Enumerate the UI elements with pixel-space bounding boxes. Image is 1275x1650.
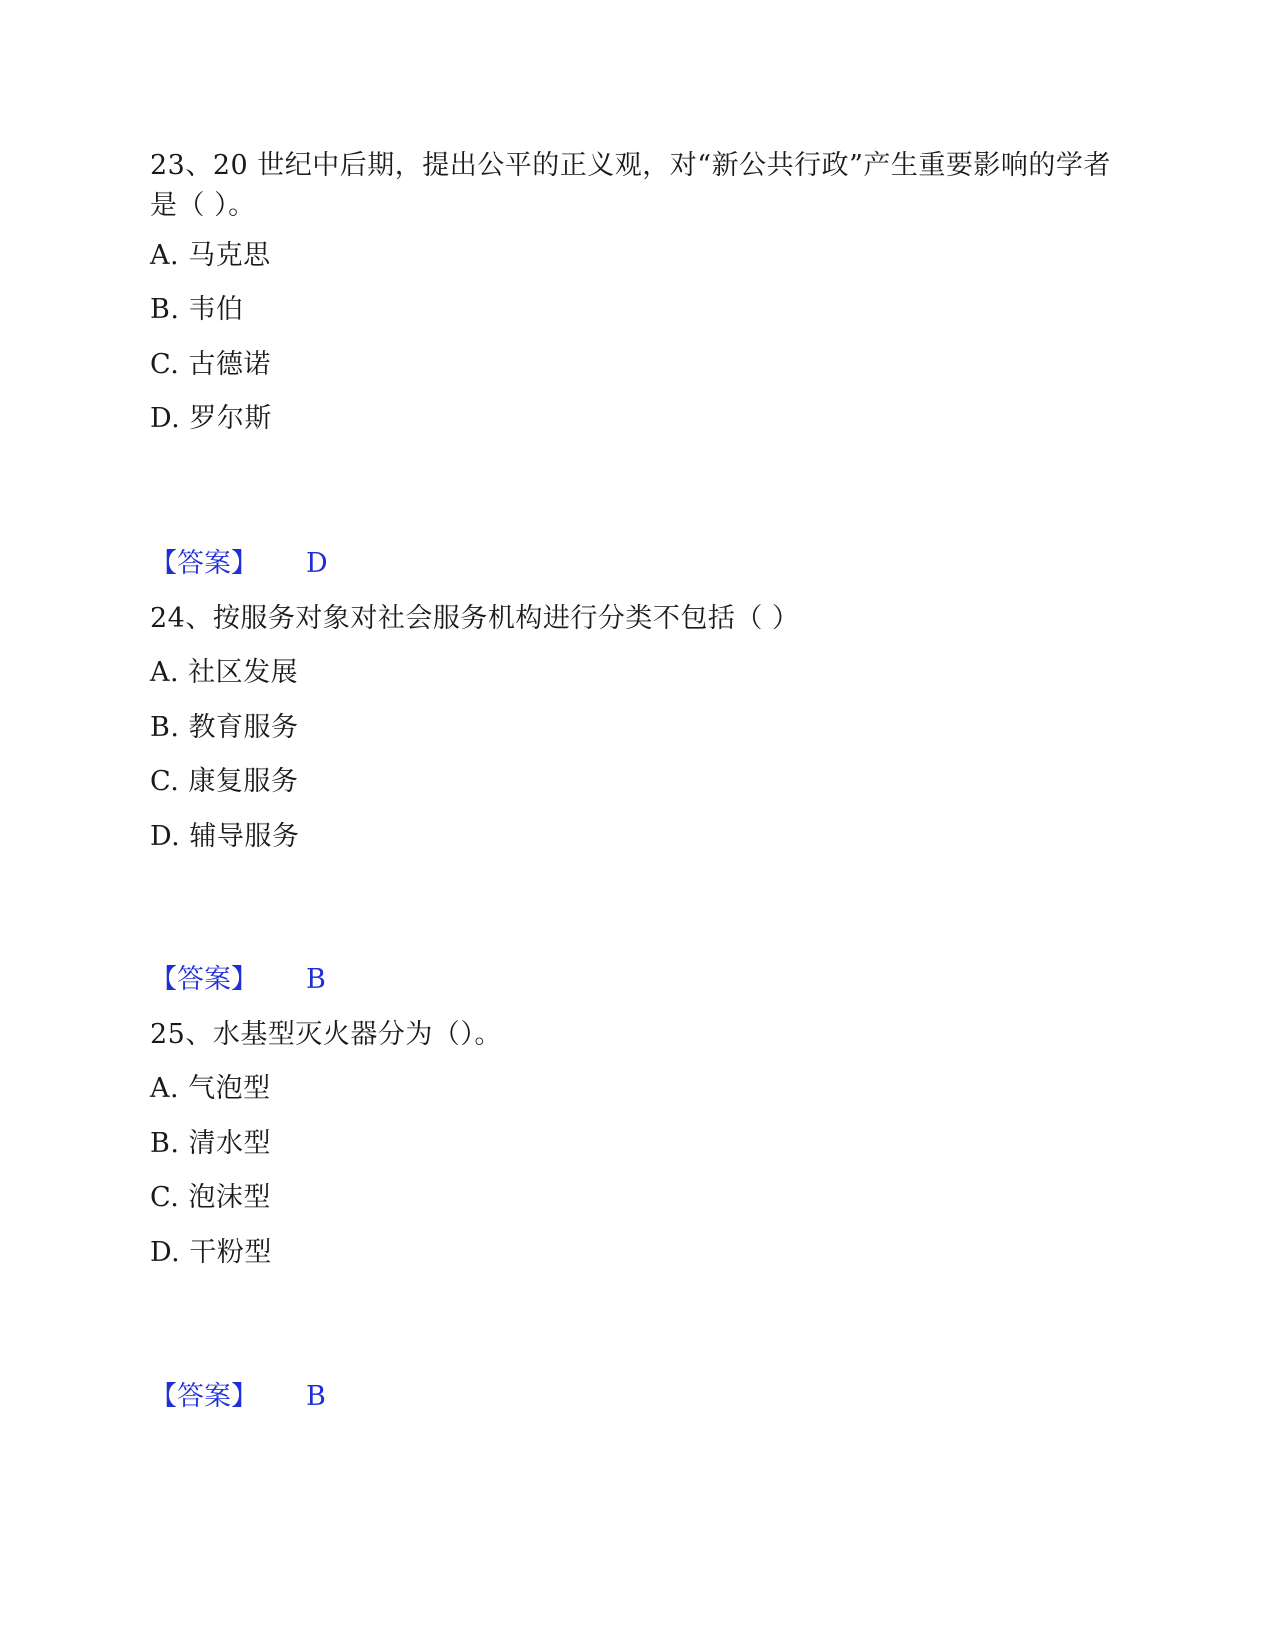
question-24-stem: 24、按服务对象对社会服务机构进行分类不包括（ ） [150, 603, 800, 634]
question-24-option-d: D. 辅导服务 [150, 821, 300, 852]
answer-label: 【答案】 [150, 964, 258, 995]
question-23-option-b: B. 韦伯 [150, 294, 244, 325]
question-24-option-b: B. 教育服务 [150, 712, 299, 743]
question-23-option-a: A. 马克思 [150, 240, 271, 271]
question-23-stem: 23、20 世纪中后期，提出公平的正义观，对“新公共行政”产生重要影响的学者是（ ）。 [150, 150, 1111, 221]
question-24-option-c: C. 康复服务 [150, 766, 299, 797]
answer-value: B [306, 964, 326, 995]
question-25-option-b: B. 清水型 [150, 1128, 272, 1159]
question-25-option-d: D. 干粉型 [150, 1237, 272, 1268]
question-25-option-a: A. 气泡型 [150, 1073, 271, 1104]
question-25-answer [150, 1378, 326, 1416]
answer-label: 【答案】 [150, 548, 258, 579]
question-23-option-c: C. 古德诺 [150, 349, 271, 380]
question-23-option-d: D. 罗尔斯 [150, 403, 272, 434]
answer-label: 【答案】 [150, 1381, 258, 1412]
answer-value: D [306, 548, 328, 579]
question-25-option-c: C. 泡沫型 [150, 1182, 271, 1213]
question-23-answer [150, 545, 328, 583]
answer-value: B [306, 1381, 326, 1412]
question-25-stem: 25、水基型灭火器分为（）。 [150, 1019, 502, 1050]
question-24-answer [150, 961, 326, 999]
question-24-option-a: A. 社区发展 [150, 657, 299, 688]
